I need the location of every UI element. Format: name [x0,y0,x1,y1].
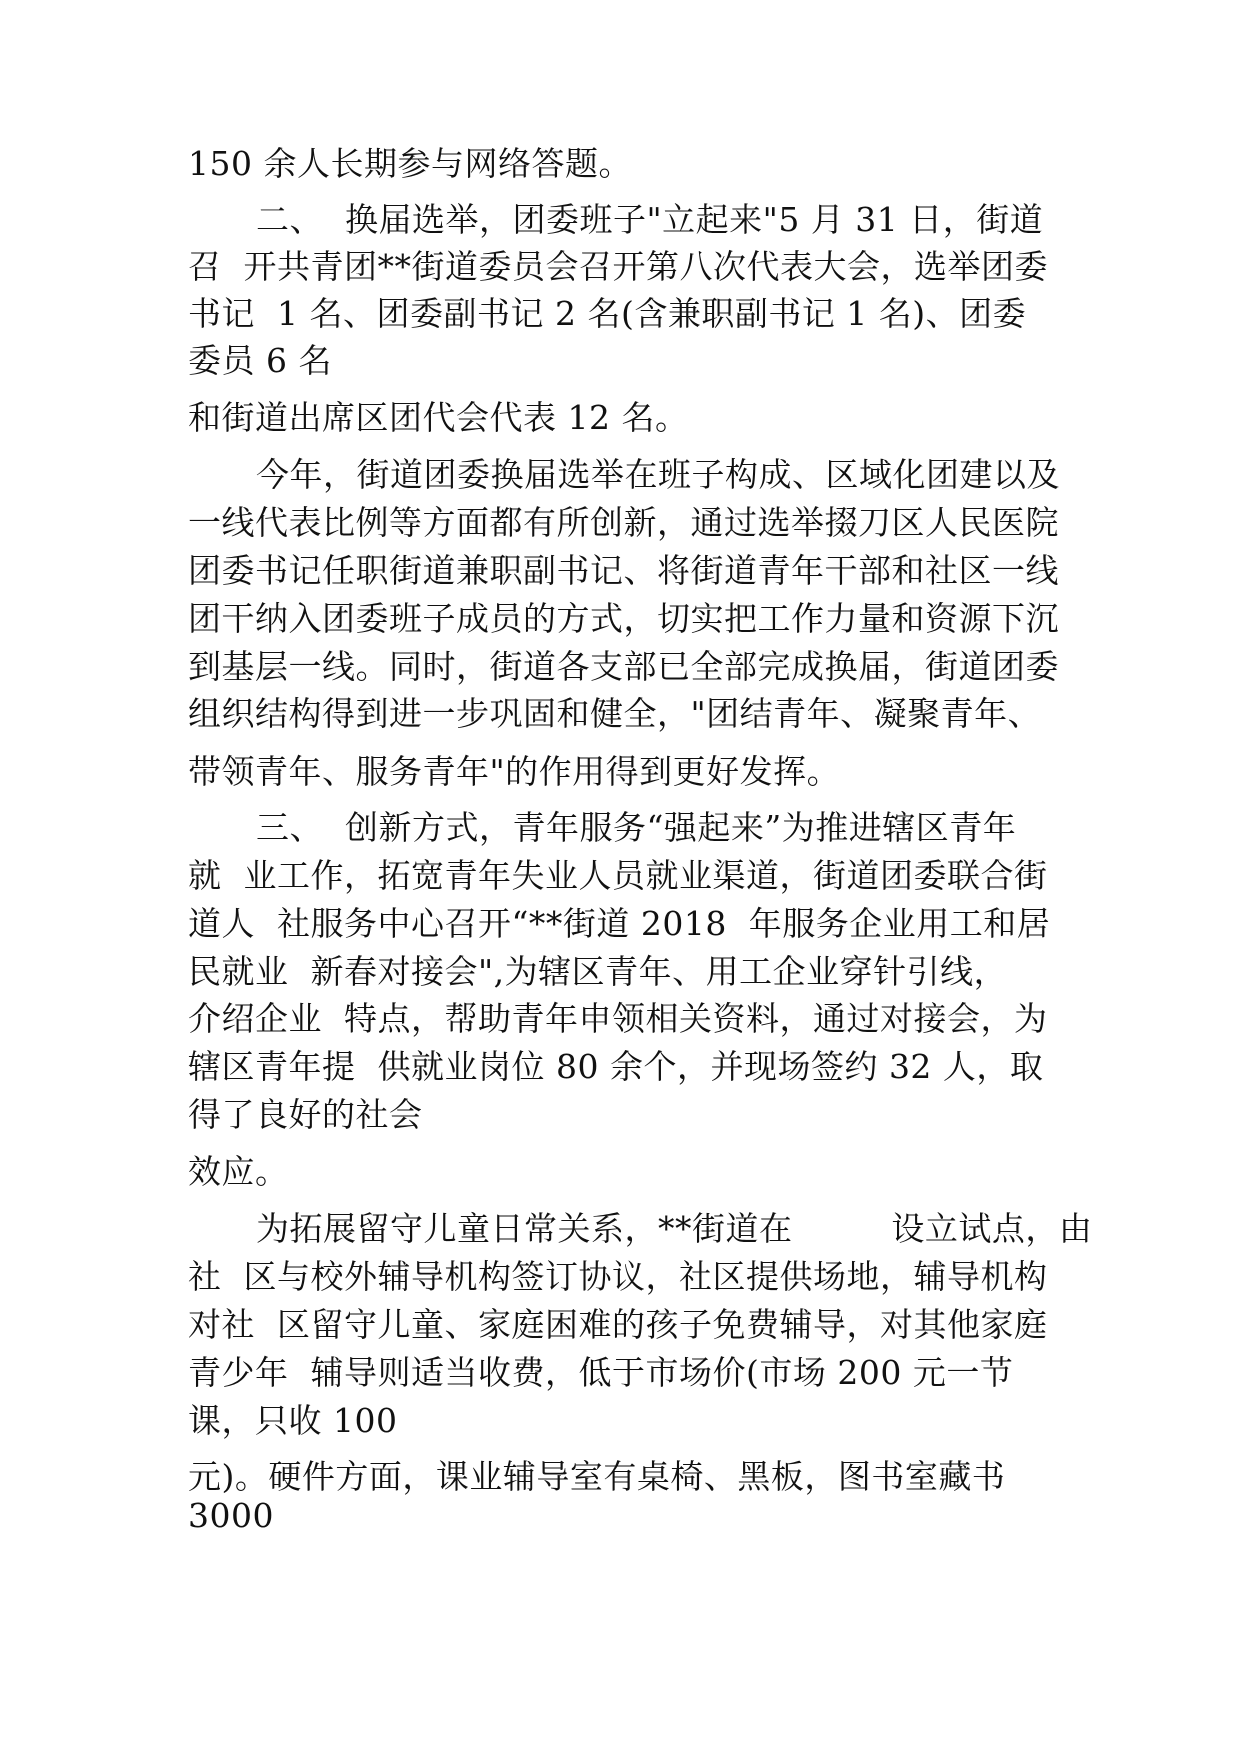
text-line: 带领青年、服务青年"的作用得到更好发挥。 [188,752,841,791]
text-line: 和街道出席区团代会代表 12 名。 [188,398,689,437]
text-line: 三、 创新方式，青年服务“强起来”为推进辖区青年 [256,808,1017,847]
text-line: 辖区青年提 供就业岗位 80 余个，并现场签约 32 人，取 [188,1047,1044,1086]
text-line: 对社 区留守儿童、家庭困难的孩子免费辅导，对其他家庭 [188,1305,1048,1344]
text-line: 150 余人长期参与网络答题。 [188,144,632,183]
text-line: 一线代表比例等方面都有所创新，通过选举掇刀区人民医院 [188,503,1059,542]
text-line: 为拓展留守儿童日常关系，**街道在 设立试点，由 [256,1209,1093,1248]
text-line: 得了良好的社会 [188,1095,423,1134]
text-line: 介绍企业 特点，帮助青年申领相关资料，通过对接会，为 [188,999,1048,1038]
text-line: 青少年 辅导则适当收费，低于市场价(市场 200 元一节 [188,1353,1014,1392]
text-line: 社 区与校外辅导机构签订协议，社区提供场地，辅导机构 [188,1257,1048,1296]
text-line: 道人 社服务中心召开“**街道 2018 年服务企业用工和居 [188,904,1051,943]
text-line: 组织结构得到进一步巩固和健全，"团结青年、凝聚青年、 [188,694,1042,733]
text-line: 效应。 [188,1152,289,1191]
text-line: 团干纳入团委班子成员的方式，切实把工作力量和资源下沉 [188,599,1059,638]
text-line: 元)。硬件方面，课业辅导室有桌椅、黑板，图书室藏书 [188,1457,1006,1496]
text-line: 委员 6 名 [188,341,332,380]
text-line: 书记 1 名、团委副书记 2 名(含兼职副书记 1 名)、团委 [188,294,1027,333]
text-line: 到基层一线。同时，街道各支部已全部完成换届，街道团委 [188,647,1059,686]
text-line: 3000 [188,1496,274,1535]
text-line: 就 业工作，拓宽青年失业人员就业渠道，街道团委联合街 [188,856,1048,895]
text-line: 课，只收 100 [188,1401,398,1440]
text-line: 团委书记任职街道兼职副书记、将街道青年干部和社区一线 [188,551,1059,590]
text-line: 召 开共青团**街道委员会召开第八次代表大会，选举团委 [188,247,1048,286]
text-line: 民就业 新春对接会",为辖区青年、用工企业穿针引线， [188,952,1008,991]
text-line: 今年，街道团委换届选举在班子构成、区域化团建以及 [256,455,1060,494]
text-line: 二、 换届选举，团委班子"立起来"5 月 31 日，街道 [256,200,1044,239]
